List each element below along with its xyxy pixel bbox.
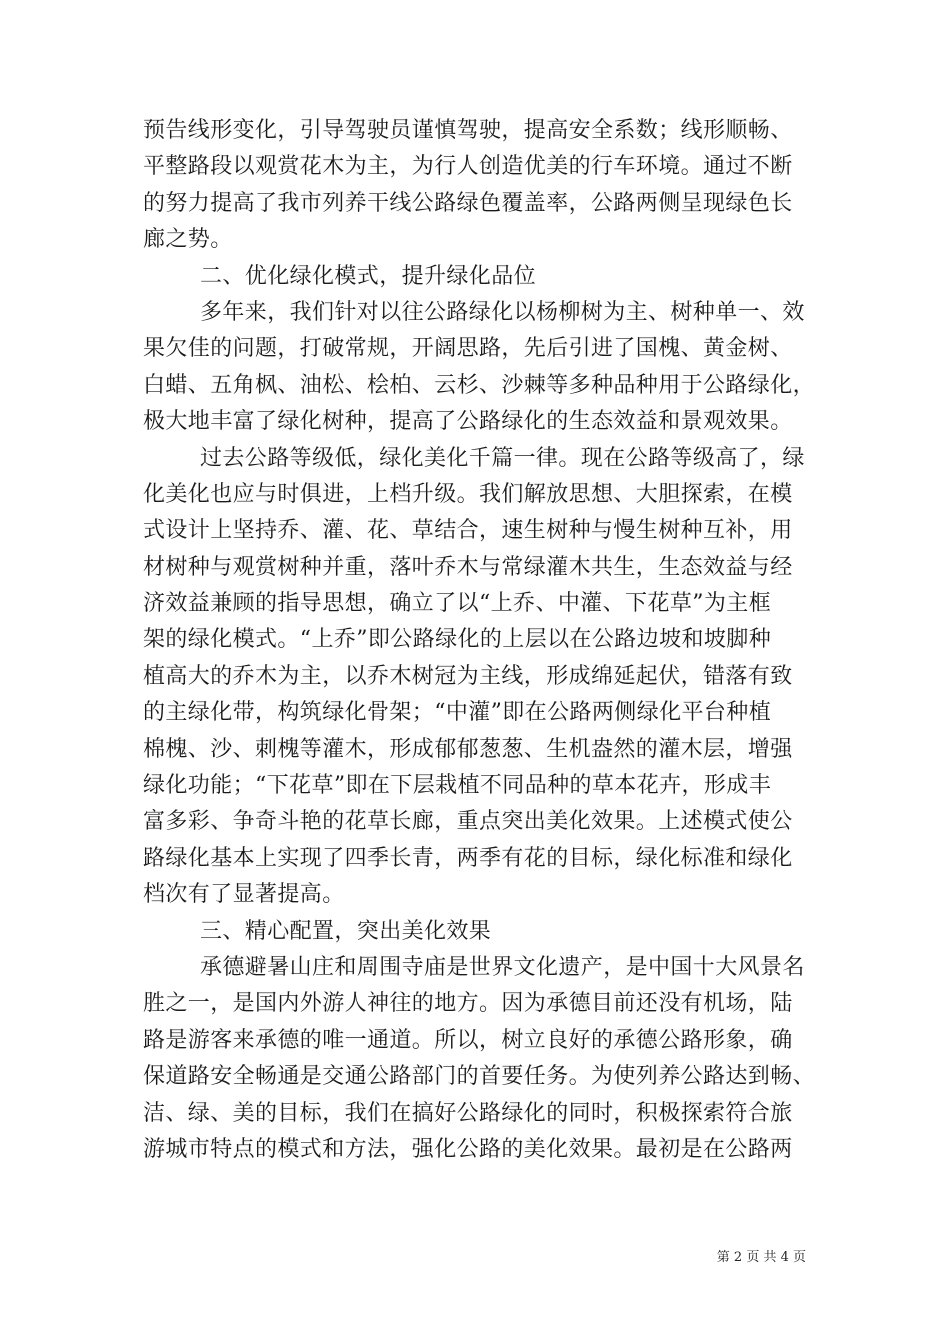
- text-line: 二、优化绿化模式，提升绿化品位: [200, 263, 537, 289]
- text-line: 济效益兼顾的指导思想，确立了以“上乔、中灌、下花草”为主框: [143, 591, 772, 617]
- paragraph: [143, 441, 807, 914]
- text-line: 材树种与观赏树种并重，落叶乔木与常绿灌木共生，生态效益与经: [143, 554, 793, 580]
- paragraph: [143, 950, 816, 1168]
- text-line: 游城市特点的模式和方法，强化公路的美化效果。最初是在公路两: [143, 1136, 793, 1162]
- text-line: 架的绿化模式。“上乔”即公路绿化的上层以在公路边坡和坡脚种: [143, 627, 772, 653]
- text-line: 保道路安全畅通是交通公路部门的首要任务。为使列养公路达到畅、: [143, 1064, 816, 1090]
- document-body: [143, 113, 816, 1168]
- paragraph: [143, 914, 807, 950]
- text-line: 的主绿化带，构筑绿化骨架；“中灌”即在公路两侧绿化平台种植: [143, 700, 772, 726]
- text-line: 承德避暑山庄和周围寺庙是世界文化遗产，是中国十大风景名: [200, 954, 805, 980]
- text-line: 平整路段以观赏花木为主，为行人创造优美的行车环境。通过不断: [143, 154, 793, 180]
- text-line: 化美化也应与时俱进，上档升级。我们解放思想、大胆探索，在模: [143, 481, 793, 507]
- text-line: 胜之一，是国内外游人神往的地方。因为承德目前还没有机场，陆: [143, 991, 793, 1017]
- text-line: 植高大的乔木为主，以乔木树冠为主线，形成绵延起伏，错落有致: [143, 663, 793, 689]
- text-line: 洁、绿、美的目标，我们在搞好公路绿化的同时，积极探索符合旅: [143, 1100, 793, 1126]
- text-line: 极大地丰富了绿化树种，提高了公路绿化的生态效益和景观效果。: [143, 409, 793, 435]
- text-line: 棉槐、沙、刺槐等灌木，形成郁郁葱葱、生机盎然的灌木层，增强: [143, 736, 793, 762]
- text-line: 的努力提高了我市列养干线公路绿色覆盖率，公路两侧呈现绿色长: [143, 190, 793, 216]
- paragraph: [143, 259, 807, 295]
- page-number-footer: 第 2 页 共 4 页: [716, 1250, 806, 1265]
- text-line: 果欠佳的问题，打破常规，开阔思路，先后引进了国槐、黄金树、: [143, 336, 793, 362]
- text-line: 富多彩、争奇斗艳的花草长廊，重点突出美化效果。上述模式使公: [143, 809, 793, 835]
- text-line: 白蜡、五角枫、油松、桧柏、云杉、沙棘等多种品种用于公路绿化，: [143, 372, 816, 398]
- paragraph: [143, 295, 816, 441]
- text-line: 路绿化基本上实现了四季长青，两季有花的目标，绿化标准和绿化: [143, 845, 793, 871]
- text-line: 多年来，我们针对以往公路绿化以杨柳树为主、树种单一、效: [200, 299, 805, 325]
- text-line: 档次有了显著提高。: [143, 882, 345, 908]
- text-line: 廊之势。: [143, 227, 233, 253]
- text-line: 路是游客来承德的唯一通道。所以，树立良好的承德公路形象，确: [143, 1027, 793, 1053]
- text-line: 预告线形变化，引导驾驶员谨慎驾驶，提高安全系数；线形顺畅、: [143, 118, 793, 143]
- text-line: 绿化功能；“下花草”即在下层栽植不同品种的草本花卉，形成丰: [143, 773, 772, 799]
- text-line: 过去公路等级低，绿化美化千篇一律。现在公路等级高了，绿: [200, 445, 805, 471]
- text-line: 三、精心配置，突出美化效果: [200, 918, 492, 944]
- paragraph: [143, 113, 807, 259]
- text-line: 式设计上坚持乔、灌、花、草结合，速生树种与慢生树种互补，用: [143, 518, 793, 544]
